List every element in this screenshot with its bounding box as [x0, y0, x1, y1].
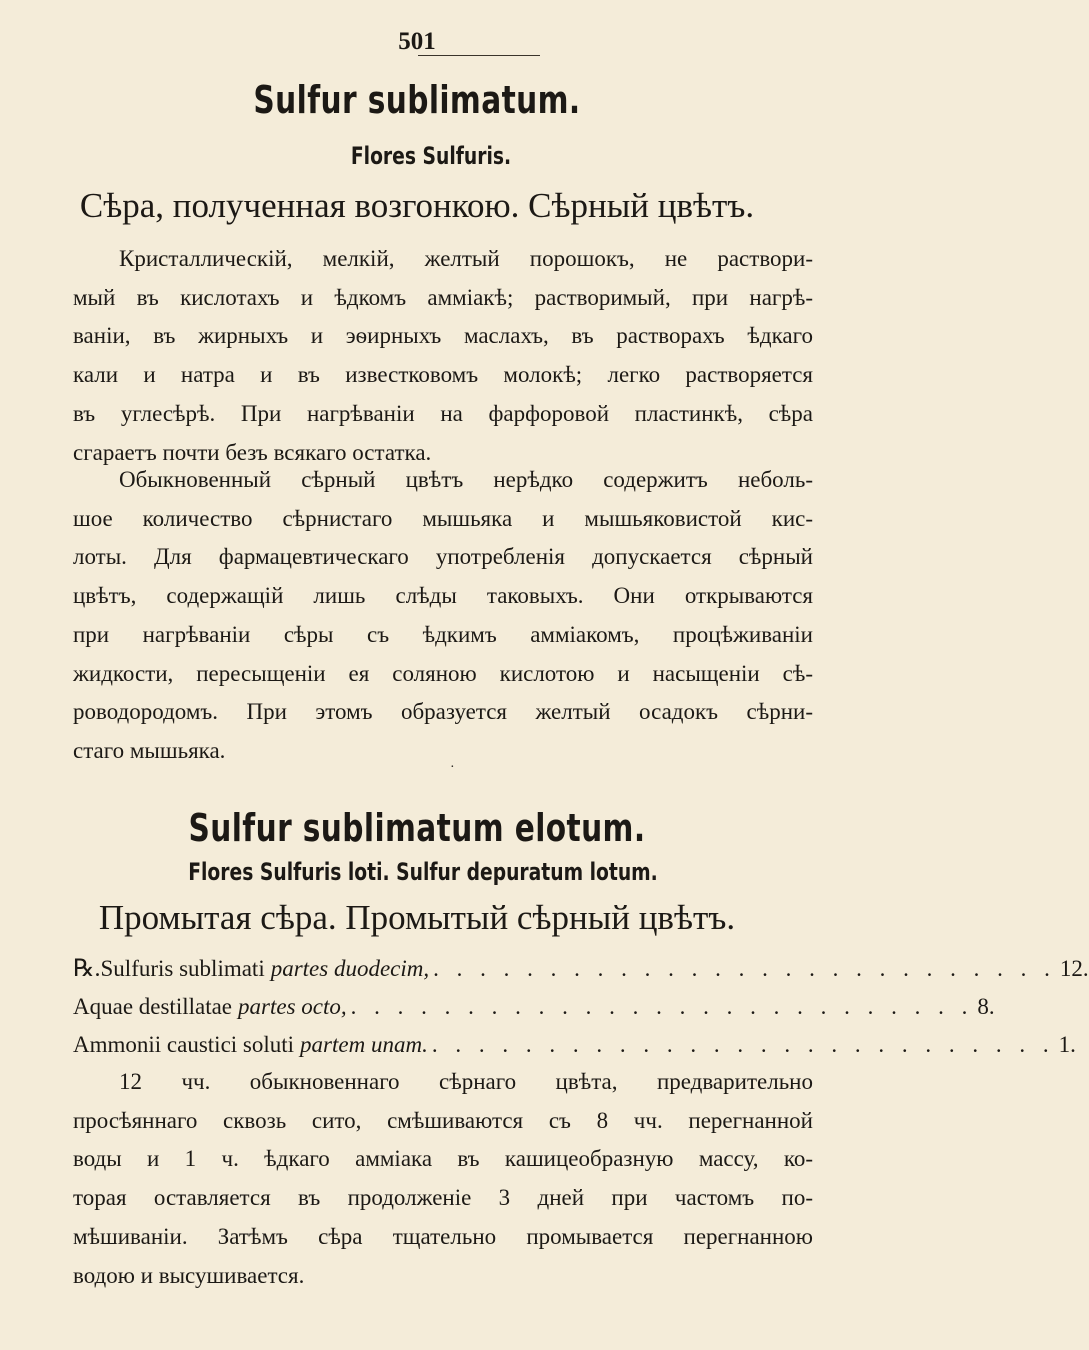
section1-title: Sulfur sublimatum.: [253, 78, 581, 122]
recipe-list: [73, 950, 1089, 1064]
recipe-ingredient: Aquae destillatae: [73, 994, 233, 1019]
text-line: при нагрѣваніи сѣры съ ѣдкимъ амміакомъ, процѣживаніи: [73, 621, 813, 647]
text-line: сгараетъ почти безъ всякаго остатка.: [73, 439, 432, 465]
leader-dots: . . . . . . . . . . . . . . . . . . . . . . . . . . .: [431, 1032, 1055, 1057]
text-line: ваніи, въ жирныхъ и эѳирныхъ маслахъ, въ растворахъ ѣдкаго: [73, 323, 813, 349]
text-line: кали и натра и въ известковомъ молокѣ; легко растворяется: [73, 362, 813, 388]
page-number: 501: [398, 28, 436, 55]
recipe-ingredient: Ammonii caustici soluti: [73, 1032, 295, 1057]
section2-russian-title: Промытая сѣра. Промытый сѣрный цвѣтъ.: [98, 898, 736, 937]
text-line: 12 чч. обыкновеннаго сѣрнаго цвѣта, предварительно: [119, 1069, 813, 1094]
text-line: воды и 1 ч. ѣдкаго амміака въ кашицеобразную массу, ко-: [73, 1146, 813, 1172]
recipe-row: [73, 988, 995, 1026]
text-line: Кристаллическій, мелкій, желтый порошокъ, не раствори-: [119, 246, 813, 271]
ink-speck: ·: [450, 760, 455, 775]
text-line: торая оставляется въ продолженіе 3 дней при частомъ по-: [73, 1185, 813, 1211]
leader-dots: . . . . . . . . . . . . . . . . . . . . . . . . . . .: [350, 994, 974, 1019]
text-line: въ углесѣрѣ. При нагрѣваніи на фарфоровой пластинкѣ, сѣра: [73, 400, 813, 426]
recipe-value: 8.: [977, 994, 995, 1019]
page-number-rule: [418, 55, 540, 56]
recipe-symbol: ℞.: [73, 956, 101, 982]
section2-title: Sulfur sublimatum elotum.: [188, 806, 646, 850]
text-line: просѣяннаго сквозь сито, смѣшиваются съ 8 чч. перегнанной: [73, 1107, 813, 1133]
text-line: жидкости, пересыщеніи ея соляною кислотою и насыщеніи сѣ-: [73, 660, 813, 686]
recipe-value: 1.: [1058, 1032, 1076, 1057]
recipe-value: 12.: [1059, 956, 1089, 981]
recipe-row: [73, 950, 1089, 988]
section2-subtitle: Flores Sulfuris loti. Sulfur depuratum lotum.: [188, 858, 658, 886]
text-line: цвѣтъ, содержащій лишь слѣды таковыхъ. Они открываются: [73, 583, 813, 609]
section1-paragraph1: [73, 240, 813, 472]
text-line: мый въ кислотахъ и ѣдкомъ амміакѣ; растворимый, при нагрѣ-: [73, 284, 813, 310]
text-line: роводородомъ. При этомъ образуется желтый осадокъ сѣрни-: [73, 699, 813, 725]
text-line: мѣшиваніи. Затѣмъ сѣра тщательно промывается перегнанною: [73, 1223, 813, 1249]
text-line: Обыкновенный сѣрный цвѣтъ нерѣдко содержитъ неболь-: [119, 467, 813, 492]
text-line: стаго мышьяка.: [73, 737, 226, 763]
leader-dots: . . . . . . . . . . . . . . . . . . . . . . . . . . .: [433, 956, 1056, 981]
recipe-quantity: partes duodecim,: [270, 956, 430, 981]
recipe-row: [73, 1026, 1076, 1064]
section2-paragraph: [73, 1063, 813, 1295]
recipe-ingredient: Sulfuris sublimati: [100, 956, 265, 981]
recipe-quantity: partem unam.: [300, 1032, 428, 1057]
section1-paragraph2: [73, 461, 813, 771]
recipe-quantity: partes octo,: [238, 994, 347, 1019]
text-line: водою и высушивается.: [73, 1262, 305, 1288]
text-line: лоты. Для фармацевтическаго употребленія допускается сѣрный: [73, 544, 813, 570]
section1-russian-title: Сѣра, полученная возгонкою. Сѣрный цвѣтъ.: [79, 186, 755, 225]
section1-subtitle: Flores Sulfuris.: [350, 142, 512, 170]
text-line: шое количество сѣрнистаго мышьяка и мышьяковистой кис-: [73, 505, 813, 531]
